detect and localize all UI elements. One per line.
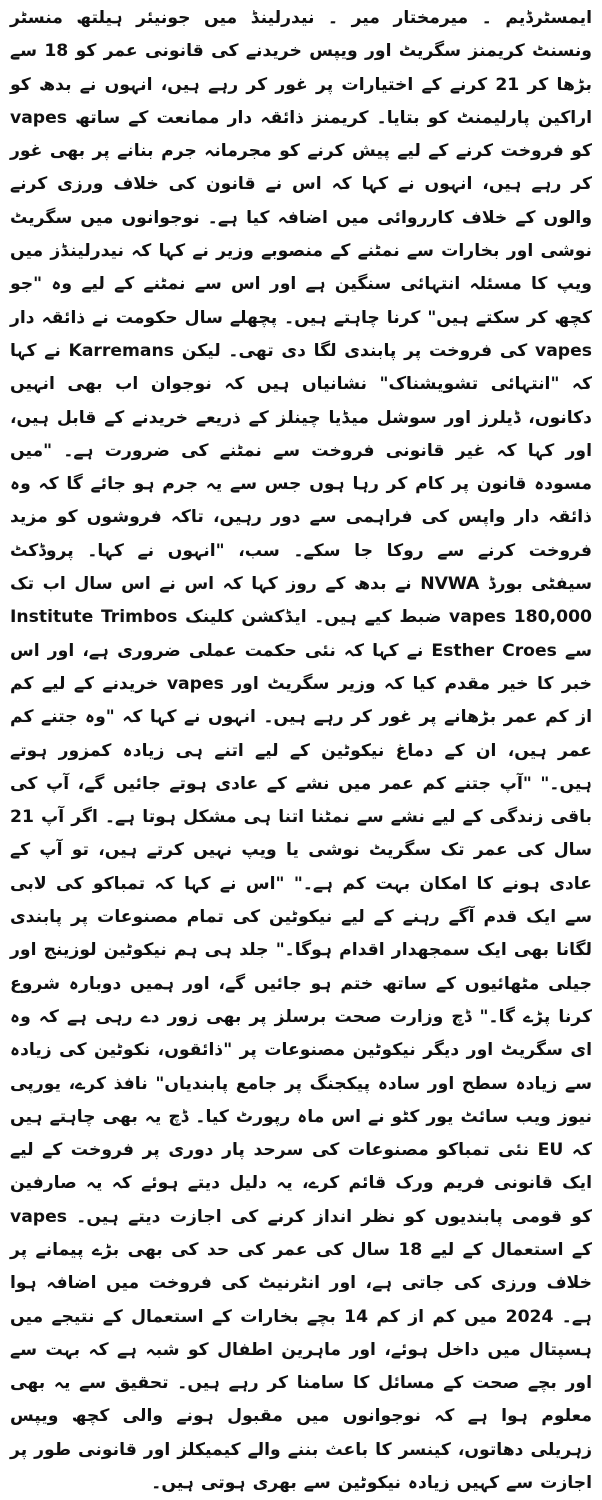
article-body-text: ایمسٹرڈیم ۔ میرمختار میر ۔ نیدرلینڈ میں جونیئر ہیلتھ منسٹر ونسنٹ کریمنز سگریٹ اور ویپس خریدنے کی قانونی عمر کو 18 سے بڑھا کر 21 کرنے کے اختیارات پر غور کر رہے ہیں، انہوں نے بدھ کو اراکین پارلیمنٹ کو بتایا۔ کریمنز ذائقہ دار ممانعت کے ساتھ vapes کو فروخت کرنے کے لیے پیش کرنے کو مجرمانہ جرم بنانے پر بھی غور کر رہے ہیں، انہوں نے کہا کہ اس نے قانون کی خلاف ورزی کرنے والوں کے خلاف کارروائی میں اضافہ کیا ہے۔ نوجوانوں میں سگریٹ نوشی اور بخارات سے نمٹنے کے منصوبے وزیر نے کہا کہ نیدرلینڈز میں ویپ کا مسئلہ انتہائی سنگین ہے اور اس سے نمٹنے کے لیے وہ "جو کچھ کر سکتے ہیں" کرنا چاہتے ہیں۔ پچھلے سال حکومت نے ذائقہ دار vapes کی فروخت پر پابندی لگا دی تھی۔ لیکن Karremans نے کہا کہ "انتہائی تشویشناک" نشانیاں ہیں کہ نوجوان اب بھی انہیں دکانوں، ڈیلرز اور سوشل میڈیا چینلز کے ذریعے خریدنے کے قابل ہیں، اور کہا کہ غیر قانونی فروخت سے نمٹنے کی ضرورت ہے۔ "میں مسودہ قانون پر کام کر رہا ہوں جس سے یہ جرم ہو جائے گا کہ وہ ذائقہ دار واپس کی فراہمی سے دور رہیں، تاکہ فروشوں کو مزید فروخت کرنے سے روکا جا سکے۔ سب، "انہوں نے کہا۔ پروڈکٹ سیفٹی بورڈ NVWA نے بدھ کے روز کہا کہ اس نے اس سال اب تک 180,000 vapes ضبط کیے ہیں۔ ایڈکشن کلینک Institute Trimbos سے Esther Croes نے کہا کہ نئی حکمت عملی ضروری ہے، اور اس خبر کا خیر مقدم کیا کہ وزیر سگریٹ اور vapes خریدنے کے لیے کم از کم عمر بڑھانے پر غور کر رہے ہیں۔ انہوں نے کہا کہ "وہ جتنے کم عمر ہیں، ان کے دماغ نیکوٹین کے لیے اتنے ہی زیادہ کمزور ہوتے ہیں۔" "آپ جتنے کم عمر میں نشے کے عادی ہوتے جائیں گے، آپ کی باقی زندگی کے لیے نشے سے نمٹنا اتنا ہی مشکل ہوتا ہے۔ اگر آپ 21 سال کی عمر تک سگریٹ نوشی یا ویپ نہیں کرتے ہیں، تو آپ کے عادی ہونے کا امکان بہت کم ہے۔" "اس نے کہا کہ تمباکو کی لابی سے ایک قدم آگے رہنے کے لیے نیکوٹین کی تمام مصنوعات پر پابندی لگانا بھی ایک سمجھدار اقدام ہوگا۔" جلد ہی ہم نیکوٹین لوزینج اور جیلی مٹھائیوں کے ساتھ ختم ہو جائیں گے، اور ہمیں دوبارہ شروع کرنا پڑے گا۔" ڈچ وزارت صحت برسلز پر بھی زور دے رہی ہے کہ وہ ای سگریٹ اور دیگر نیکوٹین مصنوعات پر "ذائقوں، نکوٹین کی زیادہ سے زیادہ سطح اور سادہ پیکجنگ پر جامع پابندیاں" نافذ کرے، یورپی نیوز ویب سائٹ یور کٹو نے اس ماہ رپورٹ کیا۔ ڈچ یہ بھی چاہتے ہیں کہ EU نئی تمباکو مصنوعات کی سرحد پار دوری پر فروخت کے لیے ایک قانونی فریم ورک قائم کرے، یہ دلیل دیتے ہوئے کہ یہ صارفین کو قومی پابندیوں کو نظر انداز کرنے کی اجازت دیتے ہیں۔ vapes کے استعمال کے لیے 18 سال کی عمر کی حد کی بھی بڑے پیمانے پر خلاف ورزی کی جاتی ہے، اور انٹرنیٹ کی فروخت میں اضافہ ہوا ہے۔ 2024 میں کم از کم 14 بچے بخارات کے استعمال کے نتیجے میں ہسپتال میں داخل ہوئے، اور ماہرین اطفال کو شبہ ہے کہ بہت سے اور بچے صحت کے مسائل کا سامنا کر رہے ہیں۔ تحقیق سے یہ بھی معلوم ہوا ہے کہ نوجوانوں میں مقبول ہونے والی کچھ ویپس زہریلی دھاتوں، کینسر کا باعث بننے والے کیمیکلز اور قانونی طور پر اجازت سے کہیں زیادہ نیکوٹین سے بھری ہوتی ہیں۔ [10, 8, 593, 1494]
